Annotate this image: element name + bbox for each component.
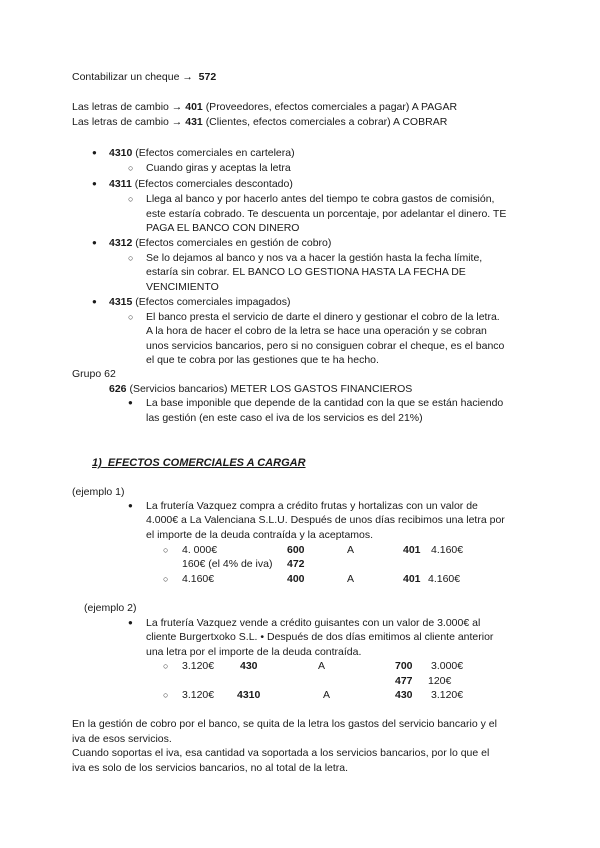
example1-label: (ejemplo 1) — [72, 486, 125, 498]
account-desc: el que te cobra por las gestiones que te ha hecho. — [146, 354, 379, 366]
cheque-line: Contabilizar un cheque → 572 — [72, 71, 217, 83]
entry-iva-amount: 120€ — [428, 675, 452, 687]
bullet-icon: ● — [128, 618, 133, 627]
circle-bullet-icon: ○ — [163, 690, 169, 700]
grupo-bullet-text: las gestión (en este caso el iva de los servicios es del 21%) — [146, 412, 423, 424]
entry-a: A — [347, 573, 355, 585]
example2-text: una letra por el importe de la deuda contraída. — [146, 646, 362, 658]
example1-text: 4.000€ a La Valenciana S.L.U. Después de unos días recibimos una letra por — [146, 514, 505, 526]
account-desc: unos servicios bancarios, pero si no consiguen cobrar el cheque, es el banco — [146, 340, 505, 352]
bullet-icon: ● — [92, 179, 97, 188]
entry-credit-amount: 3.000€ — [431, 660, 464, 672]
letras-pagar-line: Las letras de cambio → 401 (Proveedores, efectos comerciales a pagar) A PAGAR — [72, 101, 458, 113]
circle-bullet-icon: ○ — [163, 661, 169, 671]
circle-bullet-icon: ○ — [128, 163, 134, 173]
closing-text: Cuando soportas el iva, esa cantidad va soportada a los servicios bancarios, por lo que el — [72, 747, 490, 759]
entry-amount: 3.120€ — [182, 689, 215, 701]
entry-a: A — [318, 660, 326, 672]
entry-debit: 600 — [287, 544, 305, 556]
entry-amount: 4.160€ — [182, 573, 215, 585]
closing-text: En la gestión de cobro por el banco, se quita de la letra los gastos del servicio bancario y el — [72, 718, 497, 730]
grupo-bullet-text: La base imponible que depende de la cantidad con la que se están haciendo — [146, 397, 504, 409]
entry-credit-amount: 4.160€ — [428, 573, 461, 585]
account-desc: El banco presta el servicio de darte el dinero y gestionar el cobro de la letra. — [146, 311, 500, 323]
entry-debit: 430 — [240, 660, 258, 672]
account-desc: Llega al banco y por hacerlo antes del tiempo te cobra gastos de comisión, — [146, 193, 495, 205]
account-4310: 4310 (Efectos comerciales en cartelera) — [109, 147, 295, 159]
circle-bullet-icon: ○ — [128, 312, 134, 322]
circle-bullet-icon: ○ — [128, 253, 134, 263]
circle-bullet-icon: ○ — [163, 545, 169, 555]
entry-debit: 4310 — [237, 689, 261, 701]
entry-iva-text: 160€ (el 4% de iva) — [182, 558, 273, 570]
account-desc: PAGA EL BANCO CON DINERO — [146, 222, 300, 234]
grupo-626-line: 626 (Servicios bancarios) METER LOS GASTOS FINANCIEROS — [109, 383, 413, 395]
entry-iva-account: 472 — [287, 558, 305, 570]
account-desc: VENCIMIENTO — [146, 281, 219, 293]
example2-label: (ejemplo 2) — [84, 602, 137, 614]
cheque-account: 572 — [198, 71, 217, 83]
example1-text: el importe de la deuda contraída y la aceptamos. — [146, 529, 374, 541]
entry-a: A — [347, 544, 355, 556]
circle-bullet-icon: ○ — [128, 194, 134, 204]
account-desc: A la hora de hacer el cobro de la letra se hace una operación y se cobran — [146, 325, 487, 337]
grupo-title: Grupo 62 — [72, 368, 116, 380]
entry-credit: 700 — [395, 660, 413, 672]
account-desc: estaría sin cobrar. EL BANCO LO GESTIONA HASTA LA FECHA DE — [146, 266, 466, 278]
entry-credit: 430 — [395, 689, 413, 701]
example1-text: La frutería Vazquez compra a crédito frutas y hortalizas con un valor de — [146, 500, 478, 512]
account-4312: 4312 (Efectos comerciales en gestión de cobro) — [109, 237, 332, 249]
letras-cobrar-line: Las letras de cambio → 431 (Clientes, efectos comerciales a cobrar) A COBRAR — [72, 116, 448, 128]
bullet-icon: ● — [128, 501, 133, 510]
account-4315: 4315 (Efectos comerciales impagados) — [109, 296, 291, 308]
entry-amount: 3.120€ — [182, 660, 215, 672]
entry-a: A — [323, 689, 331, 701]
entry-amount: 4. 000€ — [182, 544, 218, 556]
entry-iva-account: 477 — [395, 675, 413, 687]
entry-credit-amount: 3.120€ — [431, 689, 464, 701]
bullet-icon: ● — [92, 297, 97, 306]
section-heading: 1) EFECTOS COMERCIALES A CARGAR — [92, 457, 306, 469]
entry-debit: 400 — [287, 573, 305, 585]
example2-text: La frutería Vazquez vende a crédito guisantes con un valor de 3.000€ al — [146, 617, 481, 629]
account-desc: Cuando giras y aceptas la letra — [146, 162, 291, 174]
bullet-icon: ● — [128, 398, 133, 407]
closing-text: iva de esos servicios. — [72, 733, 172, 745]
entry-credit: 401 — [403, 544, 421, 556]
closing-text: iva es solo de los servicios bancarios, no al total de la letra. — [72, 762, 349, 774]
entry-credit: 401 — [403, 573, 421, 585]
account-desc: este estaría cobrado. Te descuenta un porcentaje, por adelantar el dinero. TE — [146, 208, 507, 220]
example2-text: cliente Burgertxoko S.L. • Después de dos días emitimos al cliente anterior — [146, 631, 494, 643]
circle-bullet-icon: ○ — [163, 574, 169, 584]
entry-credit-amount: 4.160€ — [431, 544, 464, 556]
account-desc: Se lo dejamos al banco y nos va a hacer la gestión hasta la fecha límite, — [146, 252, 483, 264]
bullet-icon: ● — [92, 148, 97, 157]
account-4311: 4311 (Efectos comerciales descontado) — [109, 178, 293, 190]
bullet-icon: ● — [92, 238, 97, 247]
